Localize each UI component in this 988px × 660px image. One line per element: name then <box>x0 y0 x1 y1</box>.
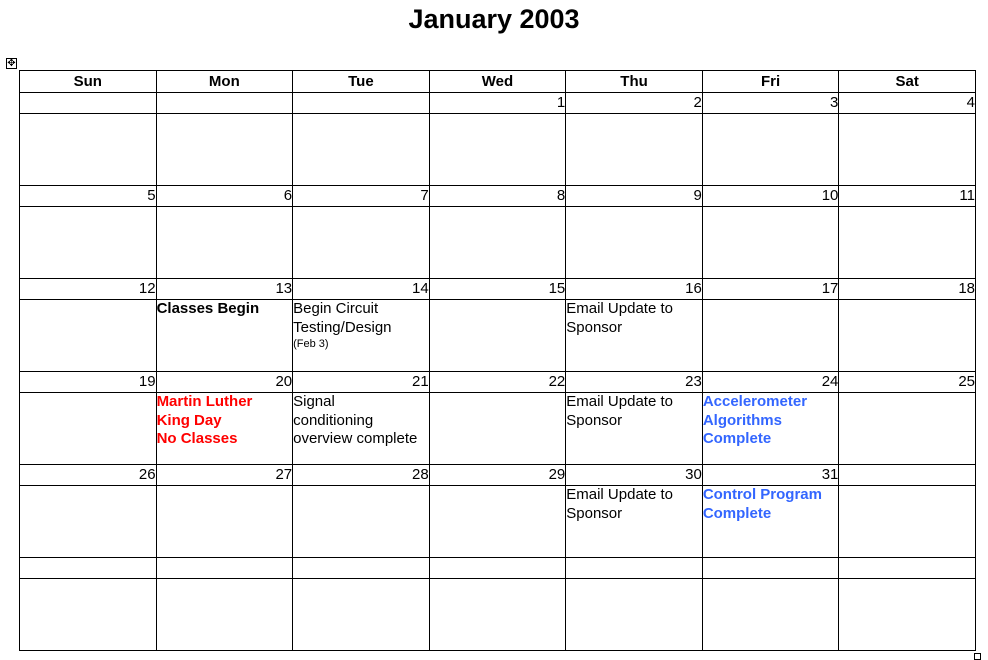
day-cell[interactable] <box>839 486 976 558</box>
day-cell[interactable] <box>702 579 839 651</box>
weekday-header-row <box>20 71 976 93</box>
calendar-event: Classes Begin <box>156 300 260 317</box>
day-cell[interactable] <box>702 300 839 372</box>
calendar-event: Accelerometer Algorithms Complete <box>702 393 808 447</box>
weekday-header-sat: Sat <box>839 71 976 93</box>
day-number: 26 <box>20 465 157 486</box>
week-date-row <box>20 465 976 486</box>
day-cell[interactable] <box>566 393 703 465</box>
day-number <box>429 558 566 579</box>
day-cell[interactable] <box>293 486 430 558</box>
day-number: 19 <box>20 372 157 393</box>
day-number <box>839 558 976 579</box>
day-number: 28 <box>293 465 430 486</box>
day-number: 16 <box>566 279 703 300</box>
day-cell[interactable] <box>20 579 157 651</box>
calendar-table <box>19 70 976 651</box>
day-cell[interactable] <box>156 207 293 279</box>
day-cell[interactable] <box>839 579 976 651</box>
day-number: 30 <box>566 465 703 486</box>
day-number: 22 <box>429 372 566 393</box>
day-cell[interactable] <box>293 579 430 651</box>
day-number <box>293 558 430 579</box>
day-number: 18 <box>839 279 976 300</box>
day-number: 21 <box>293 372 430 393</box>
weekday-header-thu: Thu <box>566 71 703 93</box>
day-cell[interactable] <box>156 114 293 186</box>
week-events-row <box>20 486 976 558</box>
day-number <box>20 93 157 114</box>
day-cell[interactable] <box>429 207 566 279</box>
day-cell[interactable] <box>839 300 976 372</box>
day-number: 11 <box>839 186 976 207</box>
day-cell[interactable] <box>702 114 839 186</box>
day-number: 24 <box>702 372 839 393</box>
calendar-title: January 2003 <box>408 4 580 34</box>
day-cell[interactable] <box>20 207 157 279</box>
day-cell[interactable] <box>702 486 839 558</box>
week-events-row <box>20 300 976 372</box>
day-cell[interactable] <box>156 300 293 372</box>
day-number: 27 <box>156 465 293 486</box>
day-number: 3 <box>702 93 839 114</box>
calendar-event: Begin Circuit Testing/Design <box>293 300 392 336</box>
calendar-event: Control Program Complete <box>702 486 822 522</box>
day-cell[interactable] <box>20 300 157 372</box>
day-cell[interactable] <box>839 207 976 279</box>
day-cell[interactable] <box>566 114 703 186</box>
day-number: 25 <box>839 372 976 393</box>
week-events-row <box>20 114 976 186</box>
day-number <box>20 558 157 579</box>
week-date-row <box>20 279 976 300</box>
day-number: 29 <box>429 465 566 486</box>
week-date-row <box>20 372 976 393</box>
day-number: 9 <box>566 186 703 207</box>
day-cell[interactable] <box>156 393 293 465</box>
day-number: 1 <box>429 93 566 114</box>
day-cell[interactable] <box>566 207 703 279</box>
day-cell[interactable] <box>429 486 566 558</box>
day-number <box>566 558 703 579</box>
day-number: 13 <box>156 279 293 300</box>
day-cell[interactable] <box>429 579 566 651</box>
day-number: 5 <box>20 186 157 207</box>
day-cell[interactable] <box>20 486 157 558</box>
day-number <box>156 93 293 114</box>
calendar-event: (Feb 3) <box>293 338 329 350</box>
week-events-row <box>20 393 976 465</box>
week-date-row <box>20 186 976 207</box>
day-number: 23 <box>566 372 703 393</box>
day-number <box>156 558 293 579</box>
day-cell[interactable] <box>293 114 430 186</box>
week-events-row <box>20 207 976 279</box>
weekday-header-fri: Fri <box>702 71 839 93</box>
weekday-header-wed: Wed <box>429 71 566 93</box>
day-number: 20 <box>156 372 293 393</box>
day-cell[interactable] <box>429 114 566 186</box>
day-number: 31 <box>702 465 839 486</box>
day-cell[interactable] <box>429 300 566 372</box>
day-number: 6 <box>156 186 293 207</box>
weekday-header-tue: Tue <box>293 71 430 93</box>
day-number: 10 <box>702 186 839 207</box>
week-events-row <box>20 579 976 651</box>
day-number: 2 <box>566 93 703 114</box>
calendar-event: Email Update to Sponsor <box>566 393 673 429</box>
table-resize-handle[interactable] <box>974 653 981 660</box>
day-number: 17 <box>702 279 839 300</box>
day-cell[interactable] <box>839 114 976 186</box>
day-cell[interactable] <box>293 393 430 465</box>
calendar-event: Signal conditioning overview complete <box>293 393 418 447</box>
weekday-header-mon: Mon <box>156 71 293 93</box>
calendar-event: Email Update to Sponsor <box>566 300 673 336</box>
day-number: 12 <box>20 279 157 300</box>
day-cell[interactable] <box>20 393 157 465</box>
week-date-row <box>20 558 976 579</box>
day-cell[interactable] <box>20 114 157 186</box>
day-cell[interactable] <box>293 300 430 372</box>
day-cell[interactable] <box>702 207 839 279</box>
day-cell[interactable] <box>156 579 293 651</box>
calendar-event: Email Update to Sponsor <box>566 486 673 522</box>
day-cell[interactable] <box>156 486 293 558</box>
week-date-row <box>20 93 976 114</box>
calendar-event: Martin Luther King Day No Classes <box>156 393 253 447</box>
day-cell[interactable] <box>566 300 703 372</box>
day-number <box>293 93 430 114</box>
day-number: 15 <box>429 279 566 300</box>
day-number: 7 <box>293 186 430 207</box>
day-cell[interactable] <box>566 486 703 558</box>
table-move-handle-icon[interactable]: ✥ <box>7 58 16 69</box>
day-cell[interactable] <box>566 579 703 651</box>
day-number: 8 <box>429 186 566 207</box>
day-number <box>839 465 976 486</box>
weekday-header-sun: Sun <box>20 71 157 93</box>
day-cell[interactable] <box>839 393 976 465</box>
day-number <box>702 558 839 579</box>
day-number: 4 <box>839 93 976 114</box>
day-number: 14 <box>293 279 430 300</box>
day-cell[interactable] <box>702 393 839 465</box>
day-cell[interactable] <box>293 207 430 279</box>
day-cell[interactable] <box>429 393 566 465</box>
